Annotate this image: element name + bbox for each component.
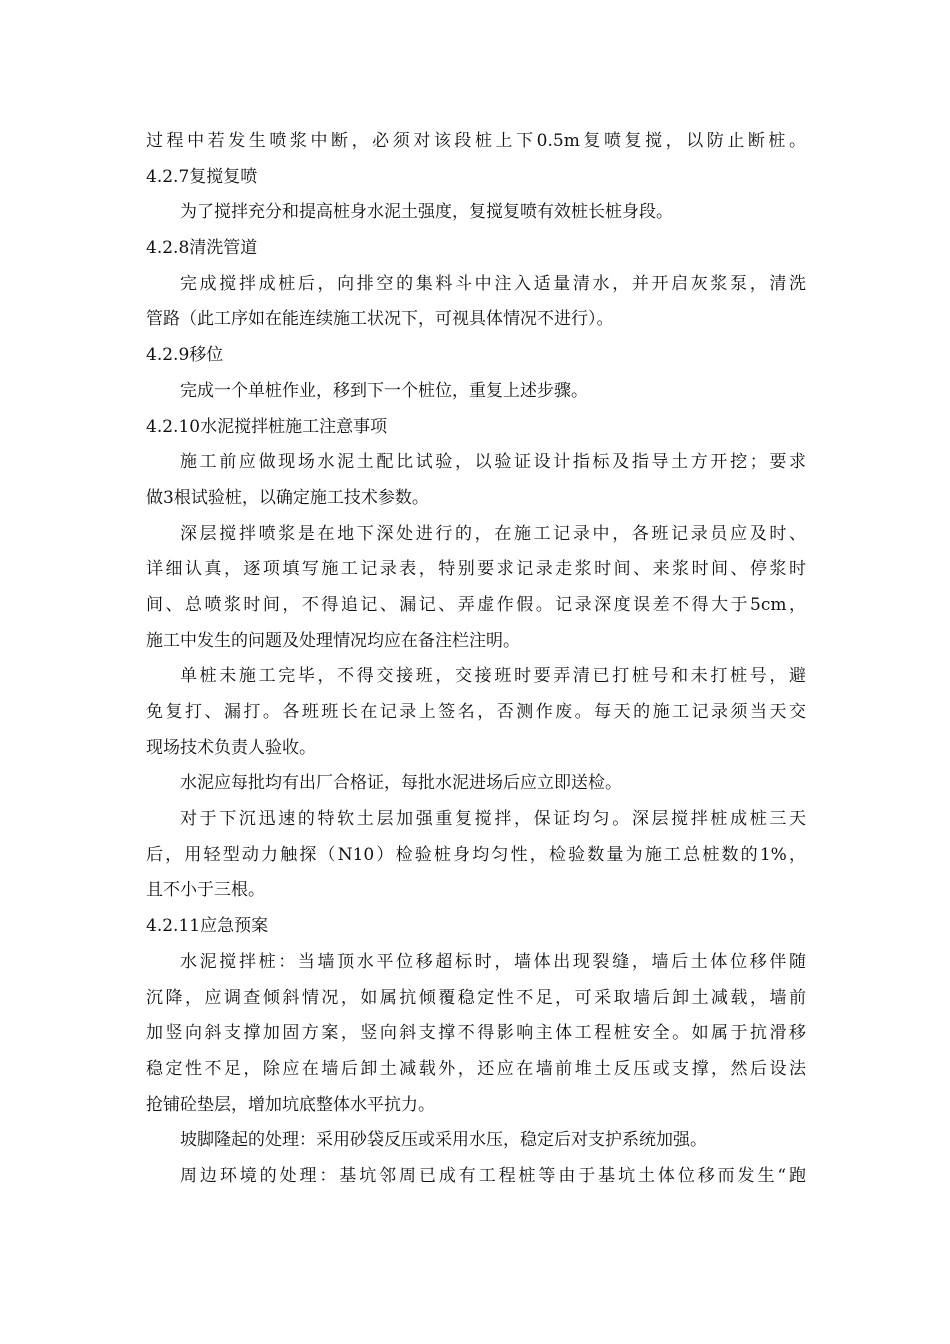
text-line-first: 完成搅拌成桩后，向排空的集料斗中注入适量清水，并开启灰浆泵，清洗 (180, 273, 806, 294)
document-body (146, 124, 806, 1195)
section-heading-4-2-11: 4.2.11应急预案 (146, 916, 269, 937)
text-line-first: 为了搅拌充分和提高桩身水泥土强度，复搅复喷有效桩长桩身段。 (180, 202, 673, 223)
text-line-last: 现场技术负责人验收。 (146, 737, 316, 758)
text-line: 沉降，应调查倾斜情况，如属抗倾覆稳定性不足，可采取墙后卸土减载，墙前 (146, 987, 806, 1008)
text-line-first: 对于下沉迅速的特软土层加强重复搅拌，保证均匀。深层搅拌桩成桩三天 (180, 809, 806, 830)
section-heading-4-2-8: 4.2.8清洗管道 (146, 238, 258, 259)
text-line-last: 做3根试验桩，以确定施工技术参数。 (146, 487, 429, 508)
text-line-first: 施工前应做现场水泥土配比试验，以验证设计指标及指导土方开挖；要求 (180, 452, 806, 473)
text-line: 后，用轻型动力触探（N10）检验桩身均匀性，检验数量为施工总桩数的1%， (146, 844, 806, 865)
section-heading-4-2-10: 4.2.10水泥搅拌桩施工注意事项 (146, 416, 388, 437)
text-line-first: 单桩未施工完毕，不得交接班，交接班时要弄清已打桩号和未打桩号，避 (180, 666, 806, 687)
text-line-last: 抢铺砼垫层，增加坑底整体水平抗力。 (146, 1094, 435, 1115)
text-line-first: 完成一个单桩作业，移到下一个桩位，重复上述步骤。 (180, 380, 588, 401)
text-line-first: 深层搅拌喷浆是在地下深处进行的，在施工记录中，各班记录员应及时、 (180, 523, 806, 544)
text-line-last: 管路（此工序如在能连续施工状况下，可视具体情况不进行）。 (146, 309, 614, 330)
text-line: 加竖向斜支撑加固方案，竖向斜支撑不得影响主体工程桩安全。如属于抗滑移 (146, 1023, 806, 1044)
text-line: 详细认真，逐项填写施工记录表，特别要求记录走浆时间、来浆时间、停浆时 (146, 559, 806, 580)
text-line-continuation: 过程中若发生喷浆中断，必须对该段桩上下0.5m复喷复搅，以防止断桩。 (146, 131, 806, 151)
text-line-last: 且不小于三根。 (146, 880, 265, 901)
text-line-first: 水泥应每批均有出厂合格证，每批水泥进场后应立即送检。 (180, 773, 622, 794)
text-line-last: 施工中发生的问题及处理情况均应在备注栏注明。 (146, 630, 520, 651)
text-line-first: 周边环境的处理：基坑邻周已成有工程桩等由于基坑土体位移而发生“跑 (180, 1165, 806, 1186)
section-heading-4-2-9: 4.2.9移位 (146, 345, 224, 366)
text-line: 间、总喷浆时间，不得追记、漏记、弄虚作假。记录深度误差不得大于5cm， (146, 594, 806, 615)
text-line: 稳定性不足，除应在墙后卸土减载外，还应在墙前堆土反压或支撑，然后设法 (146, 1058, 806, 1079)
text-line: 免复打、漏打。各班班长在记录上签名，否测作废。每天的施工记录须当天交 (146, 702, 806, 722)
section-heading-4-2-7: 4.2.7复搅复喷 (146, 166, 258, 187)
text-line-first: 坡脚隆起的处理：采用砂袋反压或采用水压，稳定后对支护系统加强。 (180, 1130, 707, 1151)
text-line-first: 水泥搅拌桩：当墙顶水平位移超标时，墙体出现裂缝，墙后土体位移伴随 (180, 951, 806, 972)
